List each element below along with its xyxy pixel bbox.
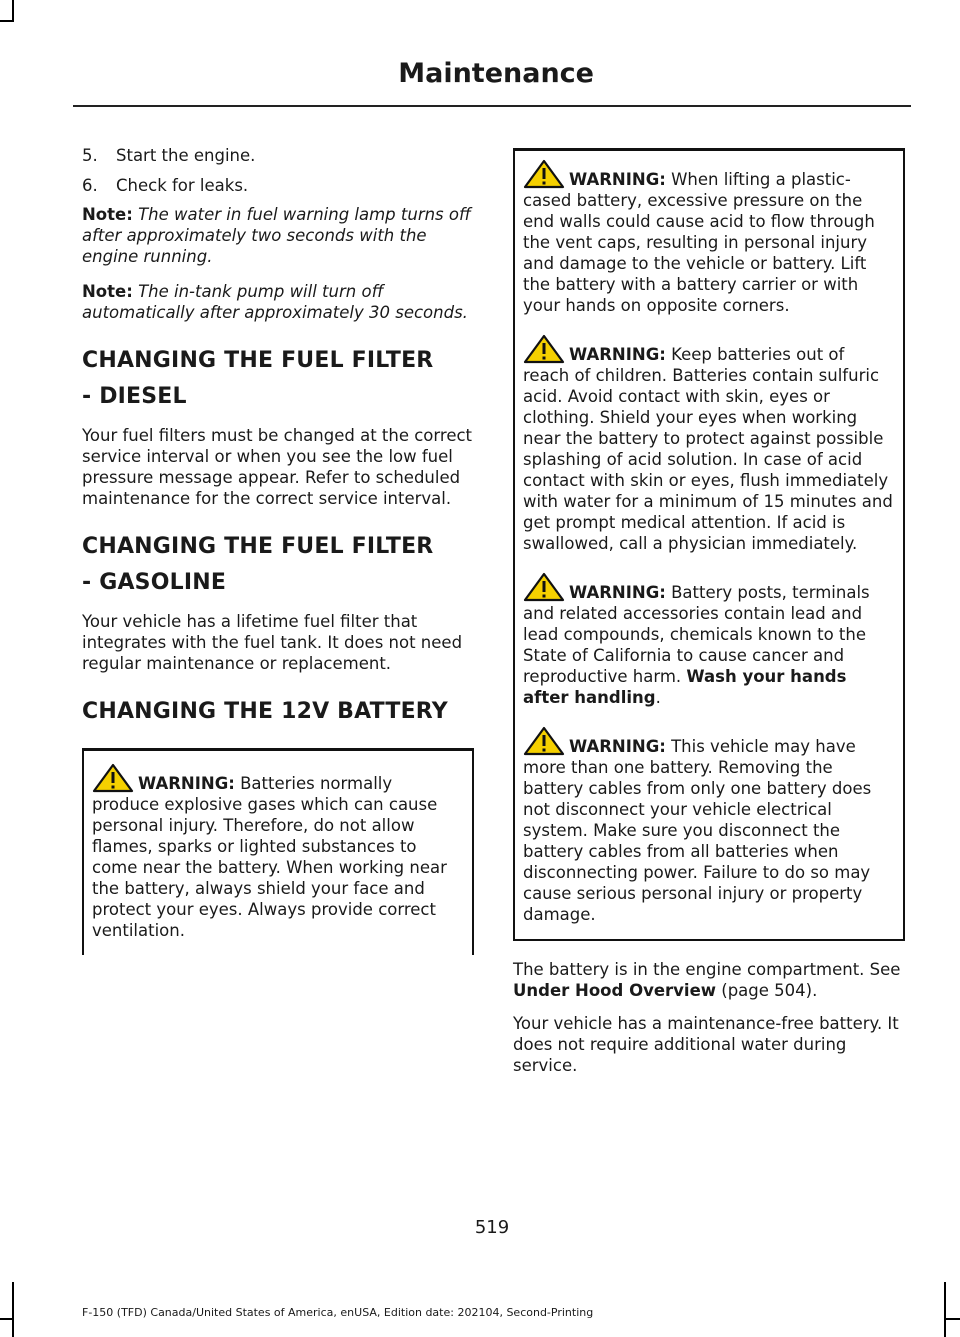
warning-item: WARNING: Battery posts, terminals and related accessories contain lead and lead compounds, chemicals known to the State of California to cause cancer and reproductive harm. Wash your hands after handling. bbox=[523, 572, 895, 708]
warning-icon bbox=[523, 726, 565, 756]
crop-mark bbox=[0, 1318, 14, 1320]
warning-icon bbox=[523, 572, 565, 602]
under-hood-overview-link[interactable]: Under Hood Overview bbox=[513, 981, 717, 1000]
warning-icon bbox=[523, 159, 565, 189]
section-heading-battery: CHANGING THE 12V BATTERY bbox=[82, 699, 448, 724]
crop-mark bbox=[944, 1282, 946, 1337]
gasoline-body: Your vehicle has a lifetime fuel filter that integrates with the fuel tank. It does not need regular maintenance or replacement. bbox=[82, 612, 463, 673]
battery-location: The battery is in the engine compartment. See Under Hood Overview (page 504). bbox=[513, 960, 901, 1000]
note: Note: The in-tank pump will turn off automatically after approximately 30 seconds. bbox=[82, 282, 468, 322]
right-column bbox=[513, 148, 905, 1088]
header-divider bbox=[73, 105, 911, 107]
note: Note: The water in fuel warning lamp turns off after approximately two seconds with the engine running. bbox=[82, 205, 471, 266]
page-title: Maintenance bbox=[398, 58, 594, 89]
crop-mark bbox=[12, 0, 14, 22]
left-column bbox=[82, 144, 474, 955]
step-item: 6. Check for leaks. bbox=[82, 176, 249, 195]
crop-mark bbox=[944, 1318, 960, 1320]
section-heading-gasoline: CHANGING THE FUEL FILTER - GASOLINE bbox=[82, 534, 434, 595]
crop-mark bbox=[0, 20, 14, 22]
wash-hands-emphasis: Wash your hands after handling bbox=[523, 667, 847, 707]
page-number: 519 bbox=[474, 1217, 510, 1238]
warning-box bbox=[513, 148, 905, 941]
warning-icon bbox=[92, 763, 134, 793]
maintenance-free-text: Your vehicle has a maintenance-free battery. It does not require additional water during service. bbox=[513, 1014, 899, 1075]
warning-icon bbox=[523, 334, 565, 364]
warning-item: WARNING: When lifting a plastic-cased battery, excessive pressure on the end walls could cause acid to flow through the vent caps, resulting in personal injury and damage to the vehicle or battery. Lift the battery with a battery carrier or with your hands on opposite corners. bbox=[523, 159, 895, 316]
crop-mark bbox=[12, 1282, 14, 1337]
warning-item: WARNING: Keep batteries out of reach of children. Batteries contain sulfuric acid. Avoid contact with skin, eyes or clothing. Shield your eyes when working near the battery to protect against possible splashing of acid solution. In case of acid contact with skin or eyes, flush immediately with water for a minimum of 15 minutes and get prompt medical attention. If acid is swallowed, call a physician immediately. bbox=[523, 334, 895, 554]
step-item: 5. Start the engine. bbox=[82, 146, 256, 165]
warning-item: WARNING: This vehicle may have more than one battery. Removing the battery cables from only one battery does not disconnect your vehicle electrical system. Make sure you disconnect the battery cables from all batteries when disconnecting power. Failure to do so may cause serious personal injury or property damage. bbox=[523, 726, 895, 925]
section-heading-diesel: CHANGING THE FUEL FILTER - DIESEL bbox=[82, 348, 434, 409]
footer-text: F-150 (TFD) Canada/United States of America, enUSA, Edition date: 202104, Second-Printing bbox=[82, 1306, 594, 1319]
warning-item: WARNING: Batteries normally produce explosive gases which can cause personal injury. Therefore, do not allow flames, sparks or lighted substances to come near the battery. When working near the battery, always shield your face and protect your eyes. Always provide correct ventilation. bbox=[92, 763, 464, 941]
diesel-body: Your fuel filters must be changed at the correct service interval or when you see the low fuel pressure message appear. Refer to scheduled maintenance for the correct service interval. bbox=[82, 426, 473, 508]
warning-box bbox=[82, 748, 474, 955]
